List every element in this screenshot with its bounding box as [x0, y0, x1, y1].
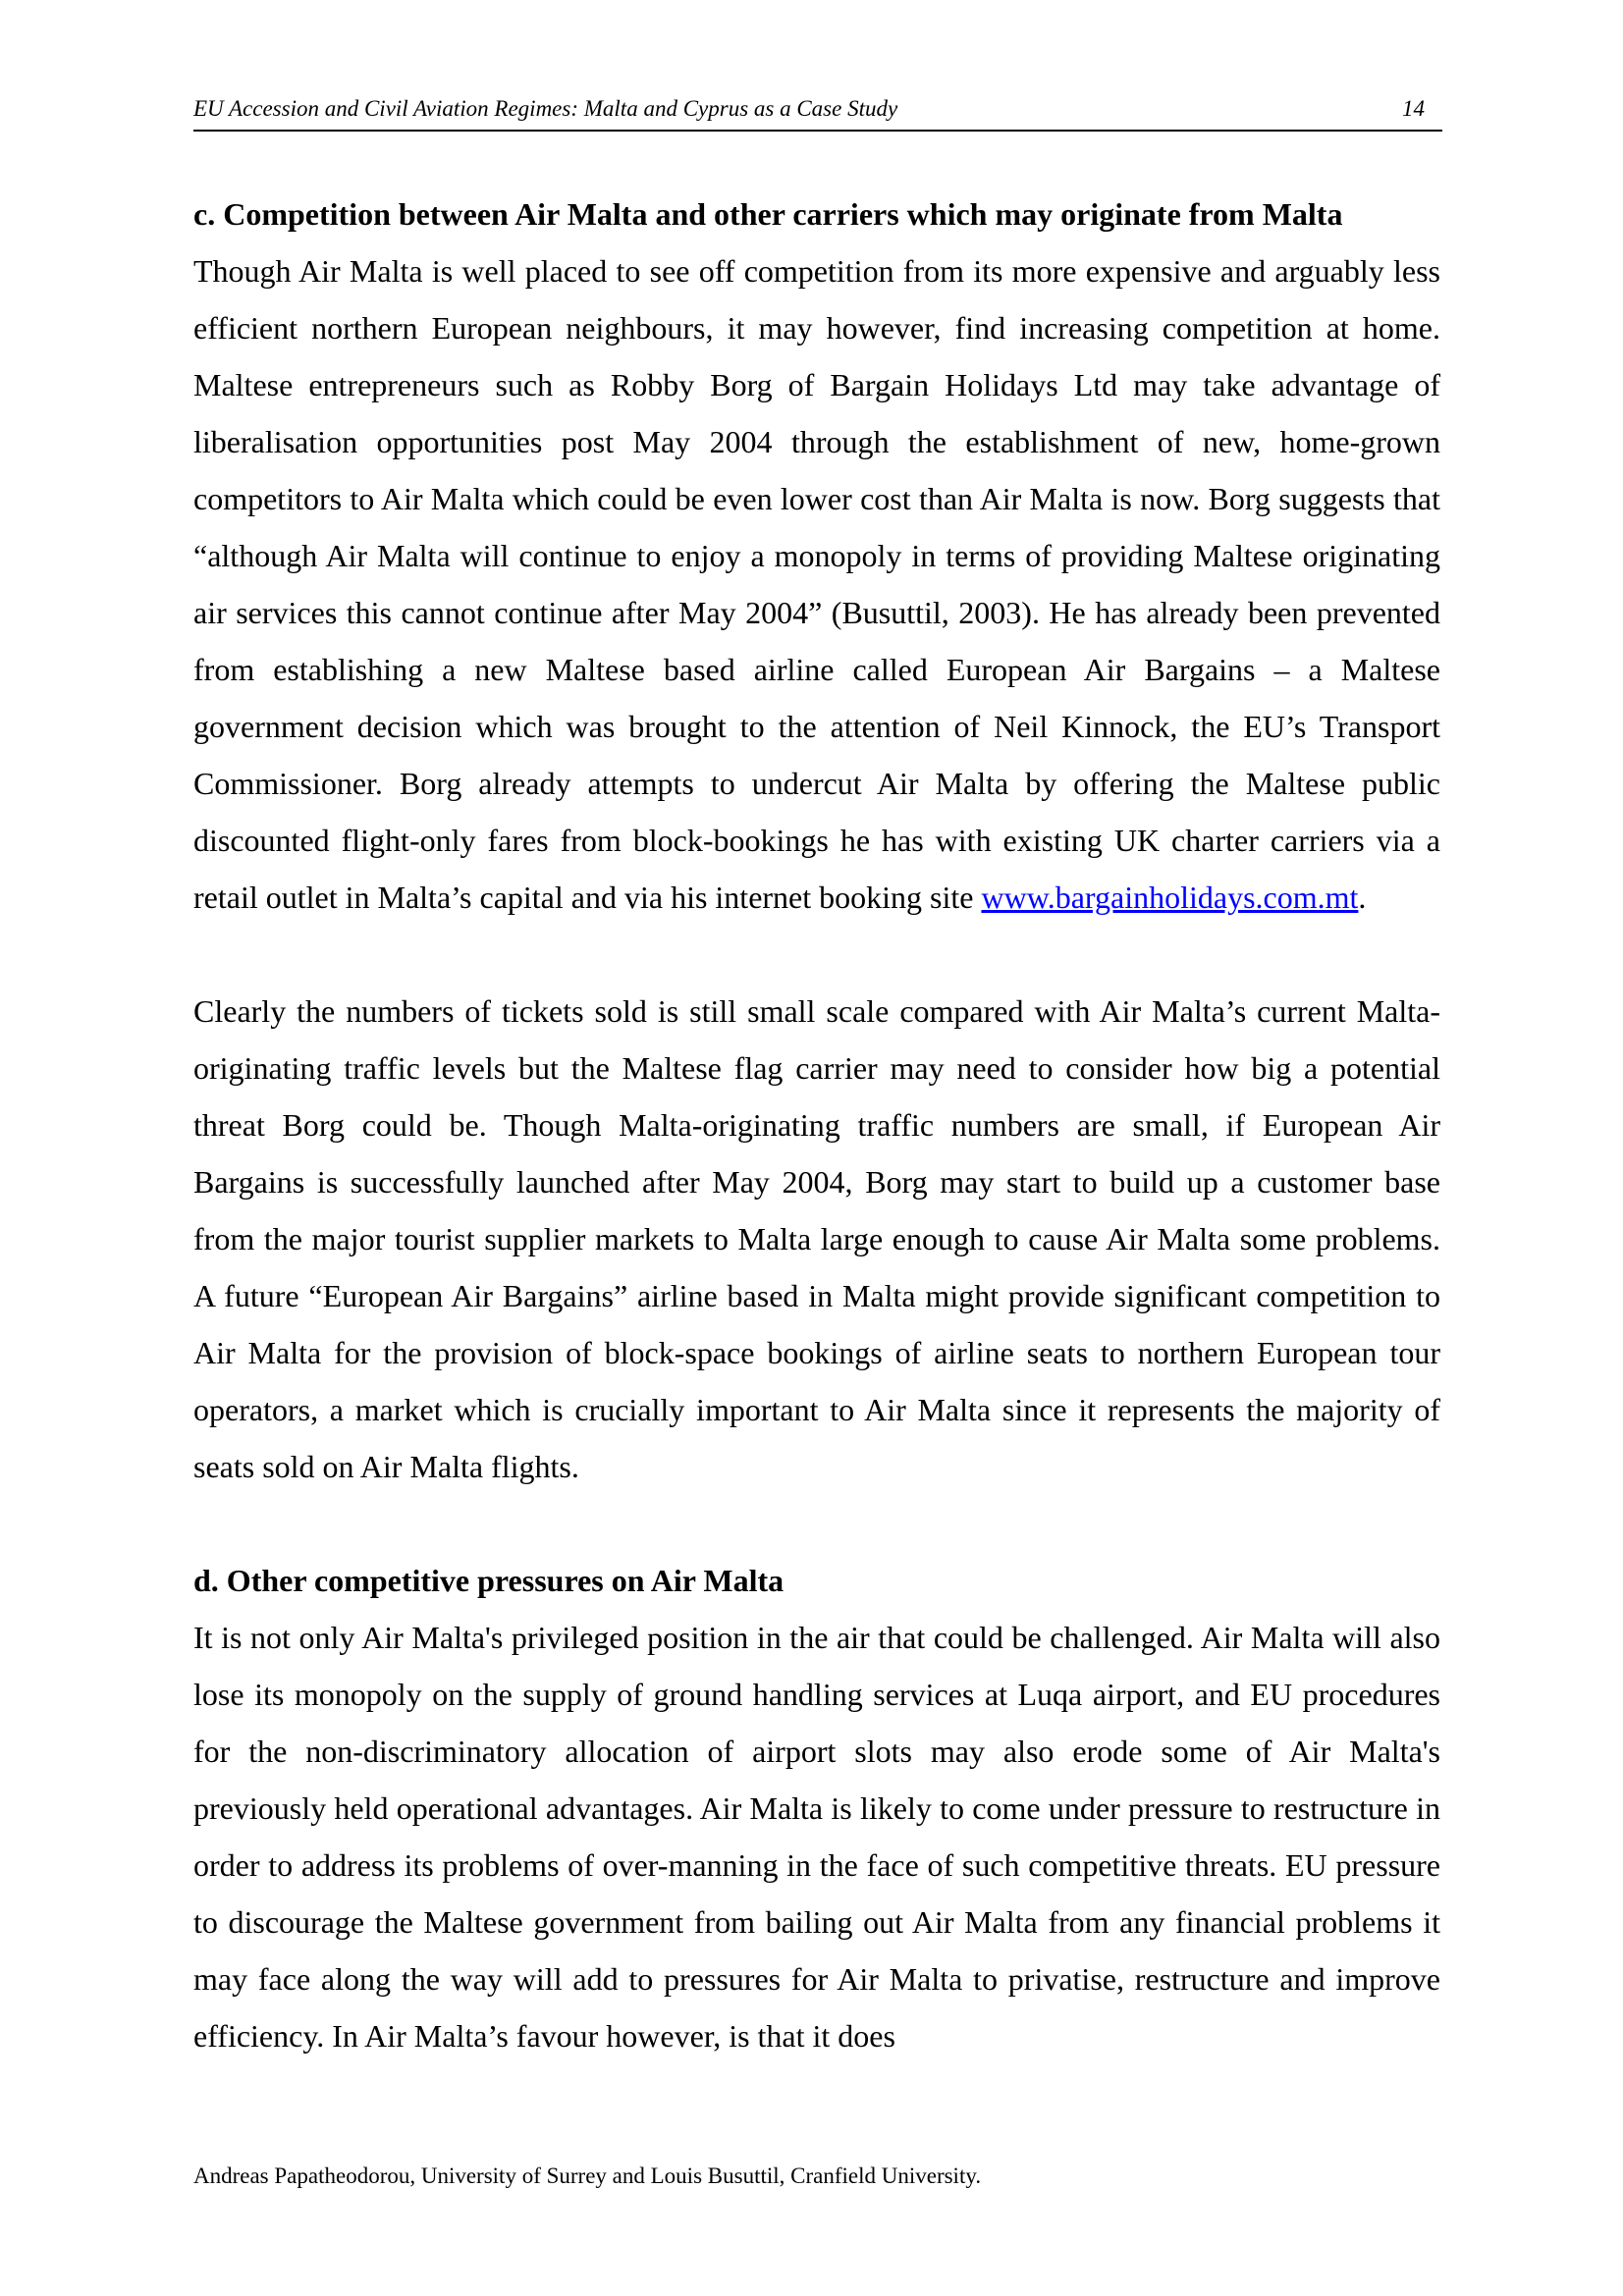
section-c-paragraph-1-text: Though Air Malta is well placed to see off competition from its more expensive and arguably less efficient northern European neighbours, it may however, find increasing competition at home. Maltese entrepreneurs such as Robby Borg of Bargain Holidays Ltd may take advantage of liberalisation opportunities post May 2004 through the establishment of new, home-grown competitors to Air Malta which could be even lower cost than Air Malta is now. Borg suggests that “although Air Malta will continue to enjoy a monopoly in terms of providing Maltese originating air services this cannot continue after May 2004” (Busuttil, 2003). He has already been prevented from establishing a new Maltese based airline called European Air Bargains – a Maltese government decision which was brought to the attention of Neil Kinnock, the EU’s Transport Commissioner. Borg already attempts to undercut Air Malta by offering the Maltese public discounted flight-only fares from block-bookings he has with existing UK charter carriers via a retail outlet in Malta’s capital and via his internet booking site	[193, 253, 1440, 915]
section-d-heading: d. Other competitive pressures on Air Malta	[193, 1563, 784, 1598]
running-header-title: EU Accession and Civil Aviation Regimes: Malta and Cyprus as a Case Study	[193, 96, 898, 121]
section-c-heading: c. Competition between Air Malta and other carriers which may originate from Malta	[193, 196, 1343, 232]
paragraph-spacer	[193, 926, 1440, 983]
page-number: 14	[1402, 96, 1425, 121]
page-footer: Andreas Papatheodorou, University of Surrey and Louis Busuttil, Cranfield University.	[193, 2163, 982, 2188]
section-c-paragraph-1	[193, 242, 1440, 926]
section-c-paragraph-1-end: .	[1358, 880, 1367, 915]
bargainholidays-link[interactable]: www.bargainholidays.com.mt	[981, 880, 1359, 915]
running-header	[193, 94, 1442, 132]
main-content	[193, 186, 1440, 2064]
section-d-paragraph-1: It is not only Air Malta's privileged position in the air that could be challenged. Air Malta will also lose its monopoly on the supply of ground handling services at Luqa airport, and EU procedures for the non-discriminatory allocation of airport slots may also erode some of Air Malta's previously held operational advantages. Air Malta is likely to come under pressure to restructure in order to address its problems of over-manning in the face of such competitive threats. EU pressure to discourage the Maltese government from bailing out Air Malta from any financial problems it may face along the way will add to pressures for Air Malta to privatise, restructure and improve efficiency. In Air Malta’s favour however, is that it does	[193, 1620, 1440, 2054]
section-spacer	[193, 1495, 1440, 1552]
section-c-paragraph-2: Clearly the numbers of tickets sold is still small scale compared with Air Malta’s current Malta-originating traffic levels but the Maltese flag carrier may need to consider how big a potential threat Borg could be. Though Malta-originating traffic numbers are small, if European Air Bargains is successfully launched after May 2004, Borg may start to build up a customer base from the major tourist supplier markets to Malta large enough to cause Air Malta some problems. A future “European Air Bargains” airline based in Malta might provide significant competition to Air Malta for the provision of block-space bookings of airline seats to northern European tour operators, a market which is crucially important to Air Malta since it represents the majority of seats sold on Air Malta flights.	[193, 993, 1440, 1484]
